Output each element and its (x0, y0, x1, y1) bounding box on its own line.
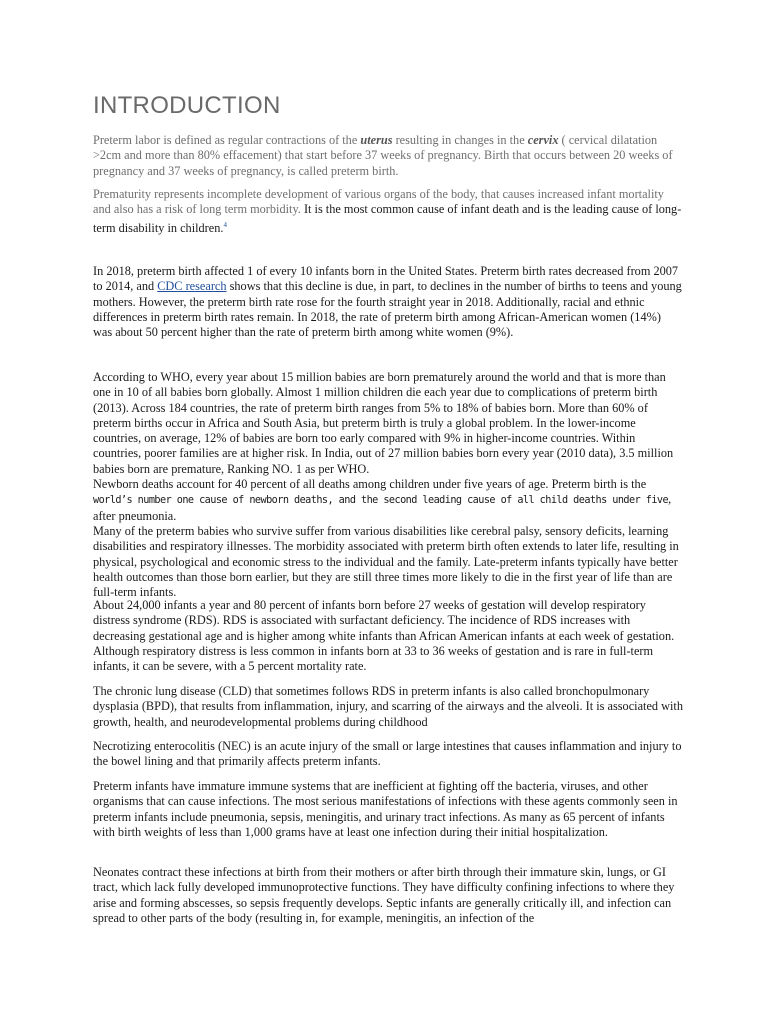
uterus-term: uterus (360, 133, 393, 147)
paragraph-preterm-labor (93, 133, 683, 179)
paragraph-immune: Preterm infants have immature immune systems that are inefficient at fighting off the bacteria, viruses, and other organisms that can cause infections. The most serious manifestations of infections with these agents commonly seen in preterm infants include pneumonia, sepsis, meningitis, and urinary tract infections. As many as 65 percent of infants with birth weights of less than 1,000 grams have at least one infection during their initial hospitalization. (93, 779, 678, 839)
p4-text-a: According to WHO, every year about 15 million babies are born prematurely around the world and that is more than one in 10 of all babies born globally. Almost 1 million children die each year due to complications of preterm birth (2013). Across 184 countries, the rate of preterm birth ranges from 5% to 18% of babies born. More than 60% of preterm births occur in Africa and South Asia, but preterm birth is truly a global problem. In the lower-income countries, on average, 12% of babies are born too early compared with 9% in higher-income countries. Within countries, poorer families are at higher risk. In India, out of 27 million babies born every year (2010 data), 3.5 million babies born are premature, Ranking NO. 1 as per WHO. (93, 370, 674, 476)
paragraph-us-statistics (93, 264, 683, 340)
cervix-term: cervix (527, 133, 559, 147)
p4-text-d: Many of the preterm babies who survive suffer from various disabilities like cerebral palsy, sensory deficits, learning disabilities and respiratory illnesses. The morbidity associated with preterm birth often extends to later life, resulting in physical, psychological and economic stress to the individual and the family. Late-preterm infants typically have better health outcomes than those born earlier, but they are still three times more likely to die in the first year of life than are full-term infants. (93, 523, 679, 600)
p2-text-a: Prematurity represents incomplete development of various organs of the body, that causes increased infant mortality and also has a risk of long term morbidity. (93, 187, 664, 217)
p1-text-b: resulting in changes in the (392, 133, 528, 147)
p4-text-c: , after pneumonia. (93, 492, 672, 523)
paragraph-prematurity (93, 187, 683, 236)
p1-text-c: ( cervical dilatation >2cm and more than 80% effacement) that start before 37 weeks of pregnancy. Birth that occurs between 20 weeks of pregnancy and 37 weeks of pregnancy, is called preterm birth. (93, 133, 673, 178)
p4-text-b: Newborn deaths account for 40 percent of all deaths among children under five years of age. Preterm birth is the (93, 477, 647, 492)
paragraph-neonates: Neonates contract these infections at birth from their mothers or after birth through their immature skin, lungs, or GI tract, which lack fully developed immunoprotective functions. They have difficulty confining infections to where they arise and forming abscesses, so sepsis frequently develops. Septic infants are generally critically ill, and infection can spread to other parts of the body (resulting in, for example, meningitis, an infection of the (93, 865, 675, 925)
p4-mono-text: world’s number one cause of newborn deaths, and the second leading cause of all child deaths under five (93, 495, 669, 507)
paragraph-nec: Necrotizing enterocolitis (NEC) is an acute injury of the small or large intestines that causes inflammation and injury to the bowel lining and that primarily affects preterm infants. (93, 739, 682, 769)
p1-text-a: Preterm labor is defined as regular contractions of the (93, 133, 361, 147)
page-title: INTRODUCTION (93, 92, 281, 119)
p3-text-b: shows that this decline is due, in part, to declines in the number of births to teens and young mothers. However, the preterm birth rate rose for the fourth straight year in 2018. Additionally, racial and ethnic differences in preterm birth rates remain. In 2018, the rate of preterm birth among African-American women (14%) was about 50 percent higher than the rate of preterm birth among white women (9%). (93, 279, 682, 340)
paragraph-cld: The chronic lung disease (CLD) that sometimes follows RDS in preterm infants is also called bronchopulmonary dysplasia (BPD), that results from inflammation, injury, and scarring of the airways and the alveoli. It is associated with growth, health, and neurodevelopmental problems during childhood (93, 684, 683, 729)
p2-text-b: It is the most common cause of infant death and is the leading cause of long-term disability in children. (93, 202, 682, 235)
paragraph-rds: About 24,000 infants a year and 80 percent of infants born before 27 weeks of gestation will develop respiratory distress syndrome (RDS). RDS is associated with surfactant deficiency. The incidence of RDS increases with decreasing gestational age and is higher among white infants than African American infants at each week of gestation. Although respiratory distress is less common in infants born at 33 to 36 weeks of gestation and is rare in full-term infants, it can be severe, with a 5 percent mortality rate. (93, 598, 675, 674)
cdc-research-link[interactable]: CDC research (157, 279, 227, 294)
p3-text-a: In 2018, preterm birth affected 1 of every 10 infants born in the United States. Preterm birth rates decreased from 2007 to 2014, and (93, 264, 679, 294)
footnote-ref[interactable]: 4 (223, 220, 227, 229)
paragraph-who-statistics (93, 370, 683, 600)
